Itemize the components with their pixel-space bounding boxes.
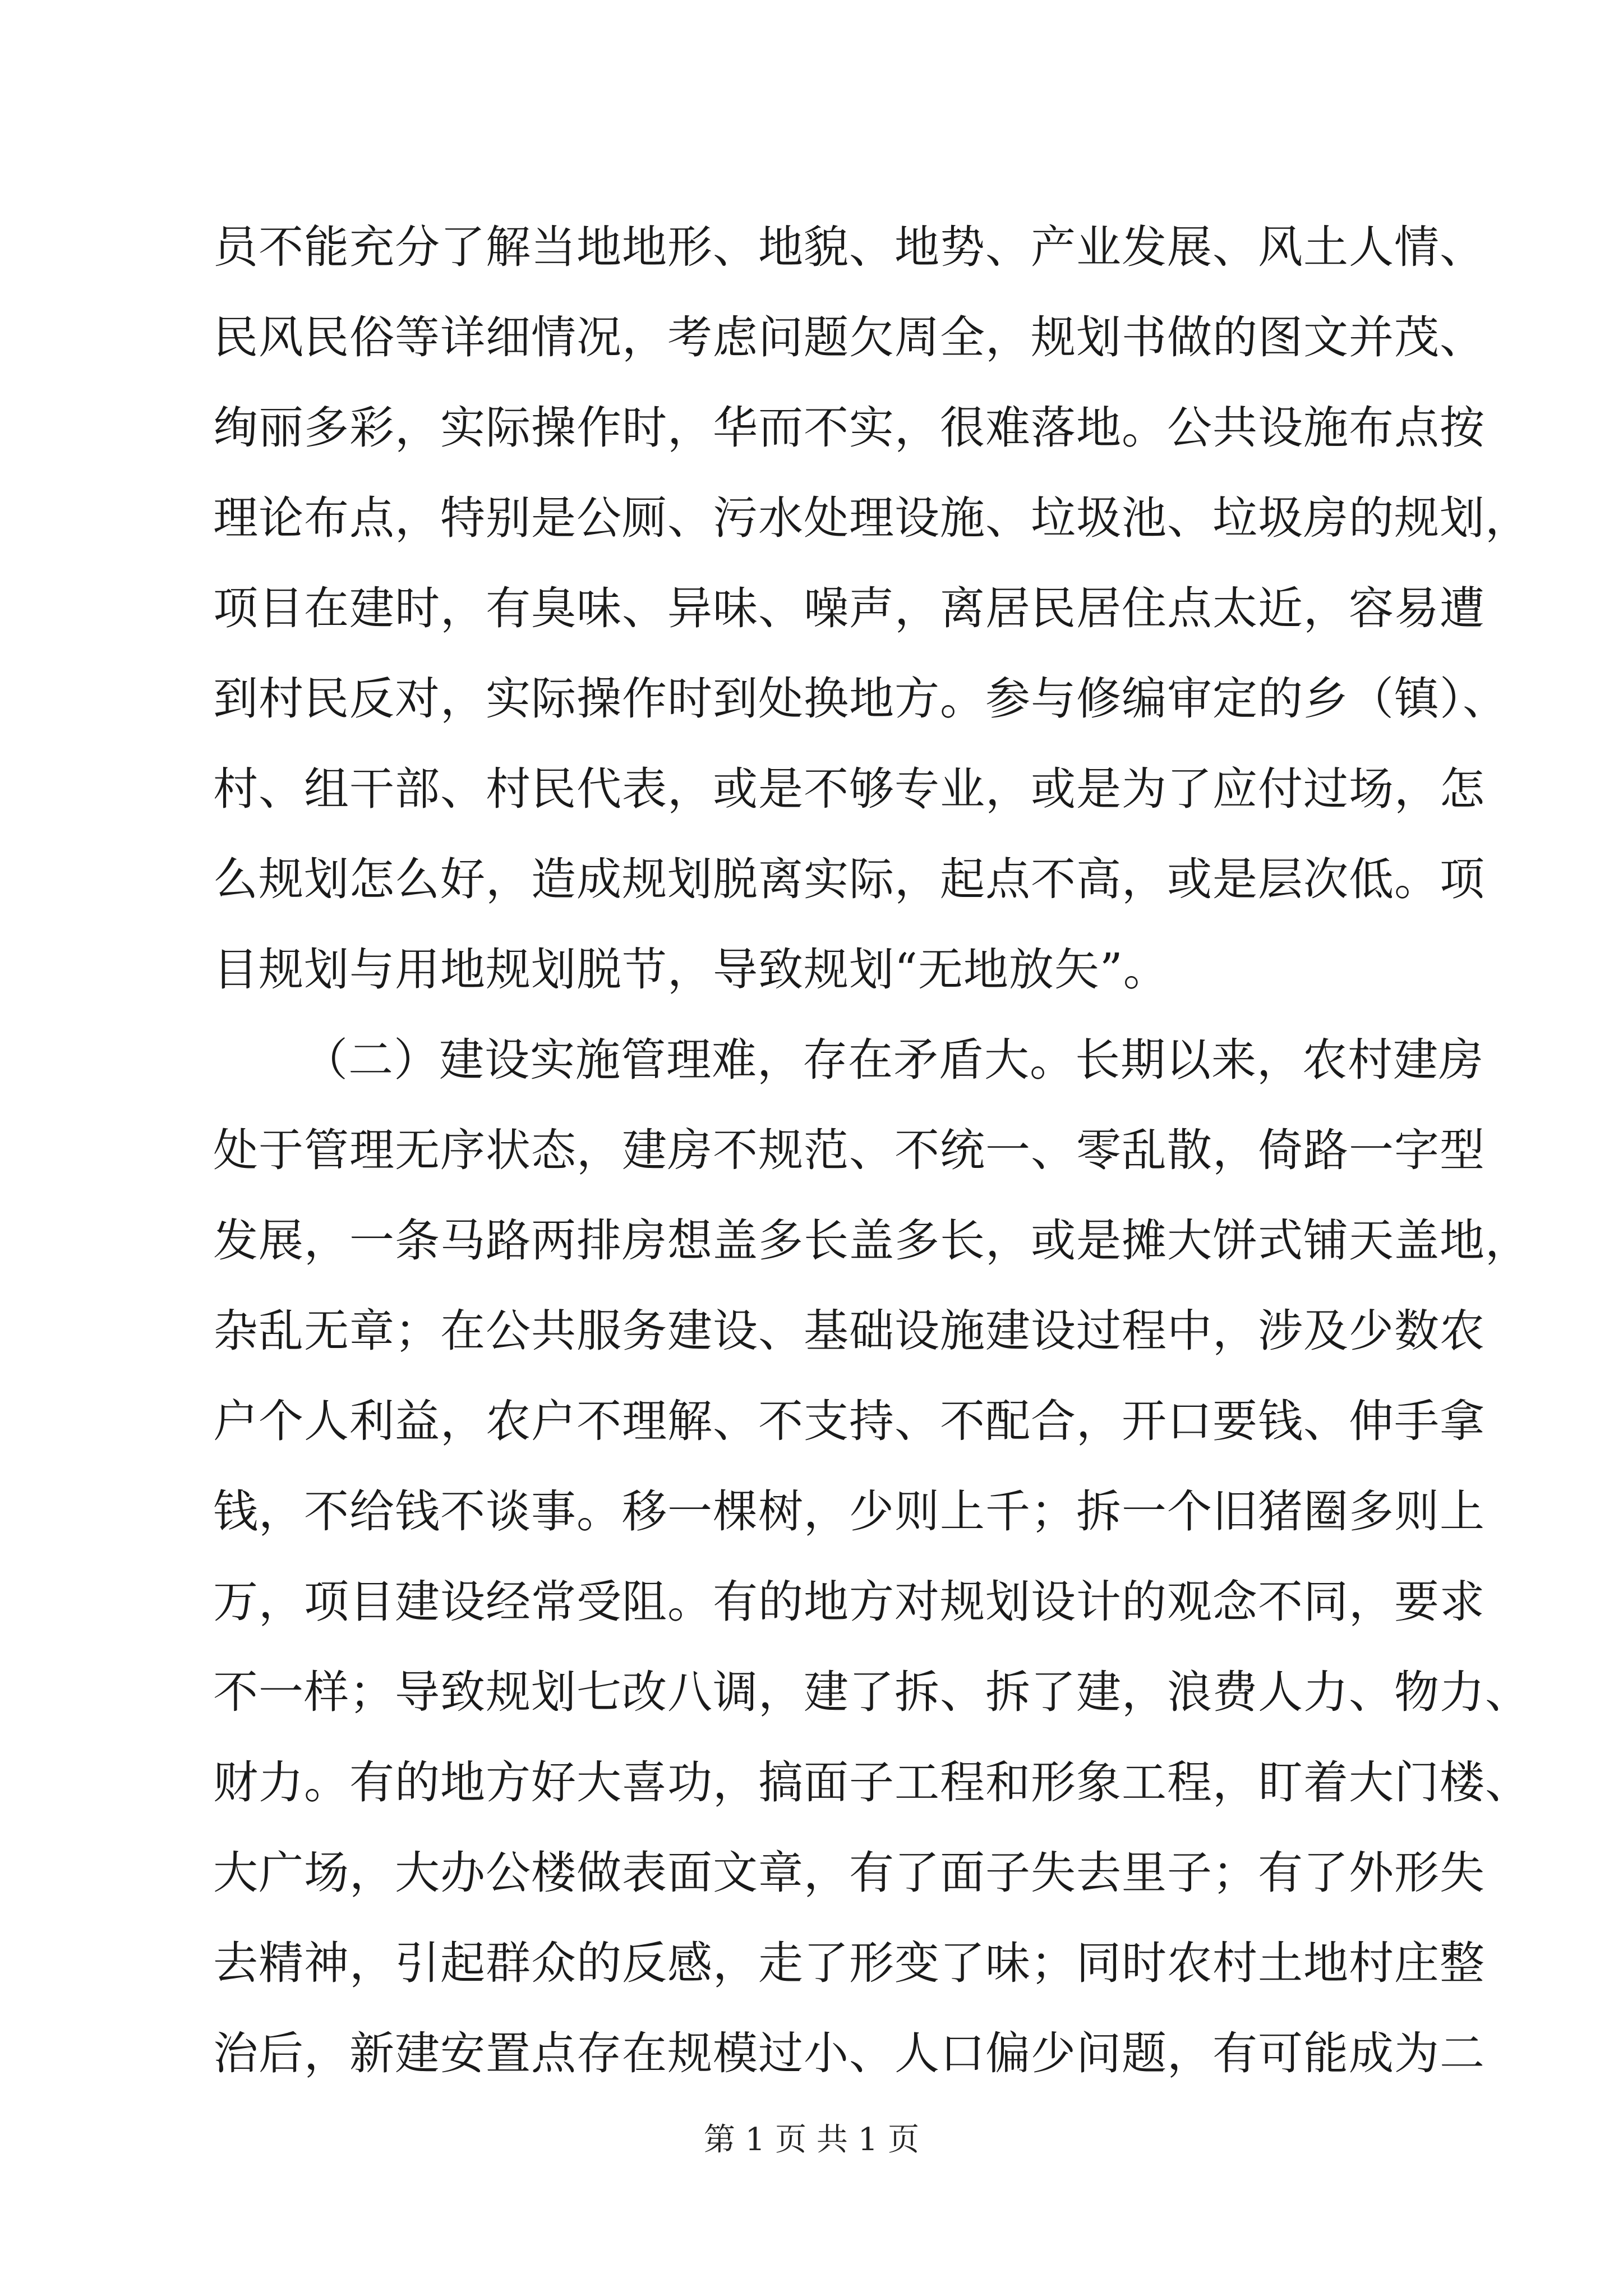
page-footer [0, 2120, 1623, 2160]
text-line: 大广场，大办公楼做表面文章，有了面子失去里子；有了外形失 [213, 1847, 1485, 1899]
text-line: 去精神，引起群众的反感，走了形变了味；同时农村土地村庄整 [213, 1937, 1485, 1989]
text-line: 财力。有的地方好大喜功，搞面子工程和形象工程，盯着大门楼、 [213, 1756, 1530, 1809]
text-line: 治后，新建安置点存在规模过小、人口偏少问题，有可能成为二 [213, 2027, 1485, 2079]
text-line: 目规划与用地规划脱节，导致规划“无地放矢”。 [213, 944, 1169, 996]
text-line: 万，项目建设经常受阻。有的地方对规划设计的观念不同，要求 [213, 1576, 1485, 1628]
text-line: 处于管理无序状态，建房不规范、不统一、零乱散，倚路一字型 [213, 1124, 1485, 1176]
text-line: 村、组干部、村民代表，或是不够专业，或是为了应付过场，怎 [213, 763, 1485, 815]
text-line: 员不能充分了解当地地形、地貌、地势、产业发展、风土人情、 [213, 221, 1485, 273]
text-line: 到村民反对，实际操作时到处换地方。参与修编审定的乡（镇）、 [213, 673, 1508, 725]
text-line: 发展，一条马路两排房想盖多长盖多长，或是摊大饼式铺天盖地， [213, 1214, 1530, 1267]
text-line: 么规划怎么好，造成规划脱离实际，起点不高，或是层次低。项 [213, 853, 1485, 905]
text-line: 绚丽多彩，实际操作时，华而不实，很难落地。公共设施布点按 [213, 402, 1485, 454]
text-line: 项目在建时，有臭味、异味、噪声，离居民居住点太近，容易遭 [213, 582, 1485, 634]
text-line: 民风民俗等详细情况，考虑问题欠周全，规划书做的图文并茂、 [213, 311, 1485, 364]
text-line: 杂乱无章；在公共服务建设、基础设施建设过程中，涉及少数农 [213, 1305, 1485, 1357]
paragraph-heading-line: （二）建设实施管理难，存在矛盾大。长期以来，农村建房 [303, 1034, 1484, 1086]
page-number-label: 第 1 页 共 1 页 [703, 2122, 920, 2158]
text-line: 钱，不给钱不谈事。移一棵树，少则上千；拆一个旧猪圈多则上 [213, 1485, 1485, 1538]
text-line: 不一样；导致规划七改八调，建了拆、拆了建，浪费人力、物力、 [213, 1666, 1530, 1718]
body-text [213, 202, 1530, 2099]
text-line: 户个人利益，农户不理解、不支持、不配合，开口要钱、伸手拿 [213, 1395, 1485, 1447]
text-line: 理论布点，特别是公厕、污水处理设施、垃圾池、垃圾房的规划， [213, 492, 1530, 544]
